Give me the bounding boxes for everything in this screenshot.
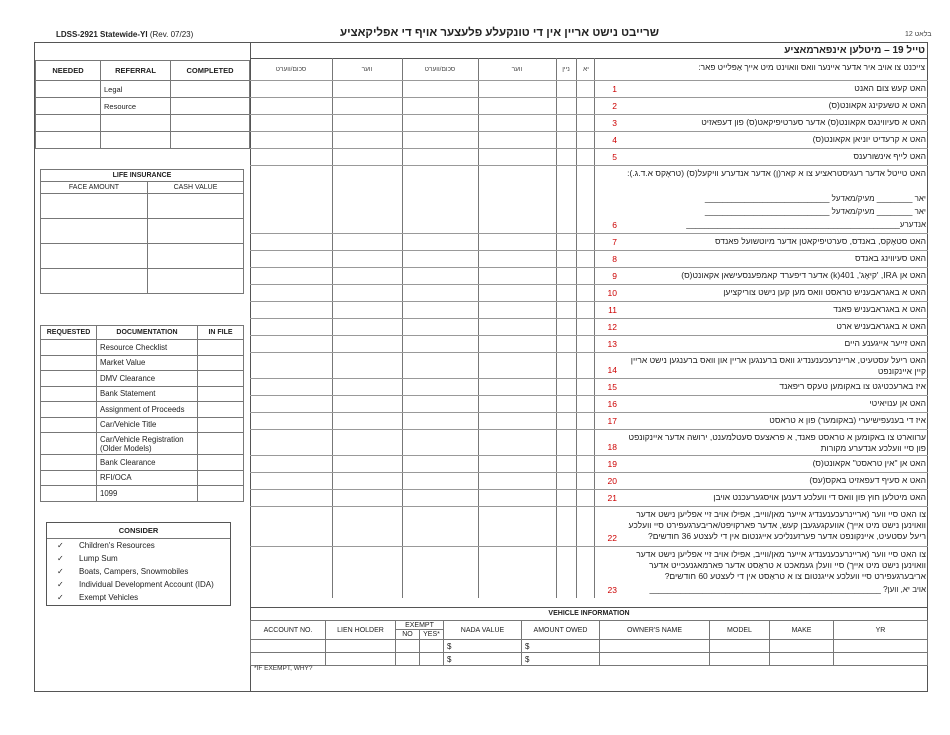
yes-column-header: יא [583,66,589,73]
doc-item: Assignment of Proceeds [97,402,198,418]
needed-cell[interactable] [36,98,101,115]
question-number: 9 [612,271,617,281]
doc-item: Resource Checklist [97,340,198,356]
in-file-cell[interactable] [198,417,244,433]
account-no-field[interactable] [251,653,326,666]
exempt-yes-field[interactable] [420,640,444,653]
model-field[interactable] [710,653,770,666]
yes-answer-cell[interactable] [576,412,594,429]
consider-item: ✓ Exempt Vehicles [57,593,139,602]
yr-field[interactable] [834,653,928,666]
yes-answer-cell[interactable] [576,318,594,335]
yes-answer-cell[interactable] [576,250,594,267]
nada-value-header: NADA VALUE [444,621,522,640]
question-text: האט אן IRA, 'קיאָג', 401(k) אדער דיפערד קאמפענסעישאן אקאונט(ס) [681,270,926,280]
needed-cell[interactable] [36,81,101,98]
question-number: 2 [612,101,617,111]
yr-header: YR [834,621,928,640]
no-answer-cell[interactable] [556,148,576,165]
no-answer-cell[interactable] [556,429,576,455]
question-text: צו האט סיי ווער (אריינרעכענענדיג אייער מאן/ווייב, אפילו אויב זיי אפליען נישט אדער וואוינען נישט מיט אייך) סיי וועלן געמאכט א טראַסט אדער פארמאגנעכייט אדער אריבערגעפירט סיי וועלכע אייגנטום צו א טראַסט אין די לעצטע 60 חודשים? [636,549,926,581]
lien-holder-field[interactable] [326,640,396,653]
requested-cell[interactable] [41,433,97,455]
consider-item: ✓ Lump Sum [57,554,118,563]
owners-name-field[interactable] [600,640,710,653]
amount-column-header: סכום/ווערט [275,66,307,73]
question-number: 16 [607,399,617,409]
question-text: האט אן "אין טראסט" אקאונט(ס) [812,458,926,468]
yes-answer-cell[interactable] [576,267,594,284]
cash-value-field[interactable] [148,244,244,269]
question-text: האט זייער אייגענע היים [844,338,926,348]
yes-answer-cell[interactable] [576,284,594,301]
yr-field[interactable] [834,640,928,653]
referral-label[interactable] [101,132,171,149]
question-number: 18 [607,442,617,452]
in-file-cell[interactable] [198,340,244,356]
question-text: האט מיטלען חוץ פון וואס די וועלכע דענען אויסגערעכנט אויבן [713,492,926,502]
vehicle-line-field[interactable]: יאר ________ מעיק/מאדעל ____________________________ [704,207,926,216]
make-field[interactable] [770,653,834,666]
consider-item: ✓ Children's Resources [57,541,155,550]
yes-answer-cell[interactable] [576,429,594,455]
question-text: האט א סעיווינגס אקאונט(ס) אדער סערטיפיקאט(ס) פון דעפאזיט [701,117,926,127]
question-number: 4 [612,135,617,145]
completed-cell[interactable] [171,98,250,115]
requested-cell[interactable] [41,355,97,371]
documentation-table [40,325,244,502]
no-answer-cell[interactable] [556,80,576,97]
face-amount-field[interactable] [41,269,148,294]
question-text: האט א באגראבעניש טראסט וואס מען קען נישט צוריקציען [723,287,926,297]
question-text: האט א קרעדיט יוניאן אקאונט(ס) [812,134,926,144]
no-answer-cell[interactable] [556,412,576,429]
question-number: 3 [612,118,617,128]
doc-item: Bank Clearance [97,455,198,471]
owners-name-header: OWNER'S NAME [600,621,710,640]
question-number: 19 [607,459,617,469]
question-number: 7 [612,237,617,247]
question-number: 13 [607,339,617,349]
yes-answer-cell[interactable] [576,114,594,131]
question-number: 15 [607,382,617,392]
completed-header: COMPLETED [171,61,250,81]
in-file-cell[interactable] [198,371,244,387]
no-answer-cell[interactable] [556,378,576,395]
no-answer-cell[interactable] [556,301,576,318]
grid-column-line [402,58,403,598]
grid-column-line [478,58,479,598]
in-file-cell[interactable] [198,455,244,471]
page-number: בלאט 12 [905,31,932,38]
needed-cell[interactable] [36,115,101,132]
no-answer-cell[interactable] [556,395,576,412]
no-answer-cell[interactable] [556,455,576,472]
yes-answer-cell[interactable] [576,378,594,395]
if-yes-when-field[interactable]: אויב יא, ווען? ____________________________________________________ [649,585,926,594]
model-field[interactable] [710,640,770,653]
requested-cell[interactable] [41,486,97,502]
referral-label[interactable] [101,115,171,132]
no-answer-cell[interactable] [556,233,576,250]
check-icon: ✓ [57,554,64,563]
requested-cell[interactable] [41,371,97,387]
yes-answer-cell[interactable] [576,335,594,352]
yes-answer-cell[interactable] [576,489,594,506]
vehicle-info-title: VEHICLE INFORMATION [250,607,928,621]
question-number: 21 [607,493,617,503]
doc-item: RFI/OCA [97,470,198,486]
check-icon: ✓ [57,593,64,602]
no-answer-cell[interactable] [556,165,576,233]
no-answer-cell[interactable] [556,318,576,335]
exempt-footnote: *IF EXEMPT, WHY? [254,665,313,672]
consider-title: CONSIDER [47,523,230,539]
requested-cell[interactable] [41,455,97,471]
section-title: טייל 19 – מיטלען אינפארמאציע [784,45,925,56]
no-answer-cell[interactable] [556,352,576,378]
yes-answer-cell[interactable] [576,395,594,412]
question-number: 10 [607,288,617,298]
question-number: 5 [612,152,617,162]
no-column-header: ניין [562,66,570,73]
questions-grid [250,80,928,607]
life-insurance-table [40,169,244,294]
life-insurance-title: LIFE INSURANCE [41,170,244,182]
question-text: האט קעש צום האנט [854,83,926,93]
question-text: האט ריעל עסטעיט, אריינרעכענענדיג וואס ברענגען אריין און וואס ברענגען נישט אריין קיין איינקונפט [630,355,926,376]
question-text: האט א באגראבעניש ארט [836,321,926,331]
completed-cell[interactable] [171,115,250,132]
face-amount-header: FACE AMOUNT [41,182,148,194]
yes-answer-cell[interactable] [576,546,594,598]
form-id: LDSS-2921 Statewide-YI (Rev. 07/23) [56,30,194,39]
question-number: 8 [612,254,617,264]
question-number: 22 [607,533,617,543]
vehicle-line-field[interactable]: אנדערע________________________________________________ [686,220,926,229]
question-text: איז די בענעפישיערי (באקומער) פון א טראסט [769,415,926,425]
question-text: האט סעיווינג באנדס [854,253,926,263]
question-number: 11 [608,305,617,315]
documentation-header: DOCUMENTATION [97,326,198,340]
question-number: 23 [607,585,617,595]
doc-item: Market Value [97,355,198,371]
check-icon: ✓ [57,580,64,589]
in-file-header: IN FILE [198,326,244,340]
consider-item: ✓ Individual Development Account (IDA) [57,580,214,589]
make-header: MAKE [770,621,834,640]
requested-header: REQUESTED [41,326,97,340]
cash-value-field[interactable] [148,269,244,294]
owners-name-field[interactable] [600,653,710,666]
nada-value-field[interactable]: $ [444,640,522,653]
no-answer-cell[interactable] [556,335,576,352]
question-number: 12 [607,322,617,332]
requested-cell[interactable] [41,470,97,486]
in-file-cell[interactable] [198,355,244,371]
in-file-cell[interactable] [198,386,244,402]
no-answer-cell[interactable] [556,114,576,131]
exempt-yes-header: YES* [420,630,444,640]
yes-answer-cell[interactable] [576,165,594,233]
question-number: 6 [612,220,617,230]
question-text: ערווארט צו באקומען א טראסט פאנד, א פראצעס סעטלמענט, ירושה אדער איינקונפט פון סיי וועלכע אנדערע מקורות [628,432,926,453]
no-answer-cell[interactable] [556,97,576,114]
yes-answer-cell[interactable] [576,301,594,318]
no-answer-cell[interactable] [556,267,576,284]
no-answer-cell[interactable] [556,506,576,546]
yes-answer-cell[interactable] [576,455,594,472]
no-answer-cell[interactable] [556,546,576,598]
who-column-header: ווער [511,66,523,73]
face-amount-field[interactable] [41,194,148,219]
yes-answer-cell[interactable] [576,97,594,114]
exempt-yes-field[interactable] [420,653,444,666]
face-amount-field[interactable] [41,219,148,244]
question-text: האט א טשעקינג אקאונט(ס) [828,100,926,110]
doc-item: 1099 [97,486,198,502]
no-answer-cell[interactable] [556,489,576,506]
question-number: 17 [607,416,617,426]
page-title: שרייבט נישט אריין אין די טונקעלע פלעצער אויף די אפליקאציע [340,27,659,39]
doc-item: Bank Statement [97,386,198,402]
question-text: האט א באגראבעניש פאנד [833,304,926,314]
grid-column-line [332,58,333,598]
question-text: האט טייטל אדער רעגיסטראציע צו א קאר(ן) אדער אנדערע וויקעל(ס) (טראָקס א.ד.ג.): [627,168,926,178]
in-file-cell[interactable] [198,402,244,418]
model-header: MODEL [710,621,770,640]
lien-holder-field[interactable] [326,653,396,666]
doc-item: Car/Vehicle Title [97,417,198,433]
question-text: האט לייף אינשורענס [853,151,926,161]
consider-item: ✓ Boats, Campers, Snowmobiles [57,567,189,576]
completed-cell[interactable] [171,132,250,149]
yes-answer-cell[interactable] [576,352,594,378]
needed-header: NEEDED [36,61,101,81]
grid-column-line [594,58,595,598]
amount-owed-header: AMOUNT OWED [522,621,600,640]
question-text: האט אן ענויאיטי [869,398,926,408]
face-amount-field[interactable] [41,244,148,269]
cash-value-field[interactable] [148,219,244,244]
no-answer-cell[interactable] [556,472,576,489]
yes-answer-cell[interactable] [576,80,594,97]
question-text: האט א סעיף דעפאזיט באקס(עס) [809,475,926,485]
referral-table [35,60,250,149]
amount-owed-field[interactable]: $ [522,653,600,666]
referral-header: REFERRAL [101,61,171,81]
cash-value-field[interactable] [148,194,244,219]
doc-item: DMV Clearance [97,371,198,387]
nada-value-field[interactable]: $ [444,653,522,666]
exempt-no-header: NO [396,630,420,640]
referral-label: Resource [101,98,171,115]
no-answer-cell[interactable] [556,131,576,148]
doc-item: Car/Vehicle Registration (Older Models) [97,433,198,455]
consider-box [46,522,231,606]
section-instruction: צייכנט צו אויב איר אדער איינער וואס וואוינט מיט אייך אַפּלייט פאר: [698,62,925,72]
question-text: איז בארעכטיגט צו באקומען טעקס ריפאנד [779,381,926,391]
no-answer-cell[interactable] [556,284,576,301]
yes-answer-cell[interactable] [576,472,594,489]
vehicle-table [250,620,928,666]
needed-cell[interactable] [36,132,101,149]
requested-cell[interactable] [41,340,97,356]
lien-holder-header: LIEN HOLDER [326,621,396,640]
amount-owed-field[interactable]: $ [522,640,600,653]
yes-answer-cell[interactable] [576,131,594,148]
yes-answer-cell[interactable] [576,233,594,250]
who-column-header: ווער [361,66,373,73]
question-text: צו האט סיי ווער (אריינרעכענענדיג אייער מאן/ווייב, אפילו אויב זיי אפליען נישט אדער וואוינען נישט מיט אייך) אוועקגעגעבן קעש, אדער פארקויפט/אריבערגעפירט סיי וועלכע ריעל עסטעיט, איינקונפט אדער פערזענליכע אייגנטום אין די לעצטע 36 חודשים? [628,509,926,541]
completed-cell[interactable] [171,81,250,98]
vehicle-line-field[interactable]: יאר ________ מעיק/מאדעל ____________________________ [704,194,926,203]
requested-cell[interactable] [41,386,97,402]
exempt-header: EXEMPT [396,621,444,630]
check-icon: ✓ [57,541,64,550]
in-file-cell[interactable] [198,433,244,455]
exempt-no-field[interactable] [396,653,420,666]
amount-column-header: סכום/ווערט [424,66,456,73]
make-field[interactable] [770,640,834,653]
cash-value-header: CASH VALUE [148,182,244,194]
yes-answer-cell[interactable] [576,506,594,546]
yes-answer-cell[interactable] [576,148,594,165]
requested-cell[interactable] [41,402,97,418]
section-rule [250,58,928,59]
question-number: 20 [607,476,617,486]
in-file-cell[interactable] [198,470,244,486]
question-text: האט סטאָקס, באנדס, סערטיפיקאטן אדער מיוטשועל פאנדס [714,236,926,246]
requested-cell[interactable] [41,417,97,433]
no-answer-cell[interactable] [556,250,576,267]
check-icon: ✓ [57,567,64,576]
question-number: 14 [607,365,617,375]
in-file-cell[interactable] [198,486,244,502]
question-number: 1 [612,84,617,94]
account-no-field[interactable] [251,640,326,653]
exempt-no-field[interactable] [396,640,420,653]
referral-label: Legal [101,81,171,98]
account-no-header: ACCOUNT NO. [251,621,326,640]
